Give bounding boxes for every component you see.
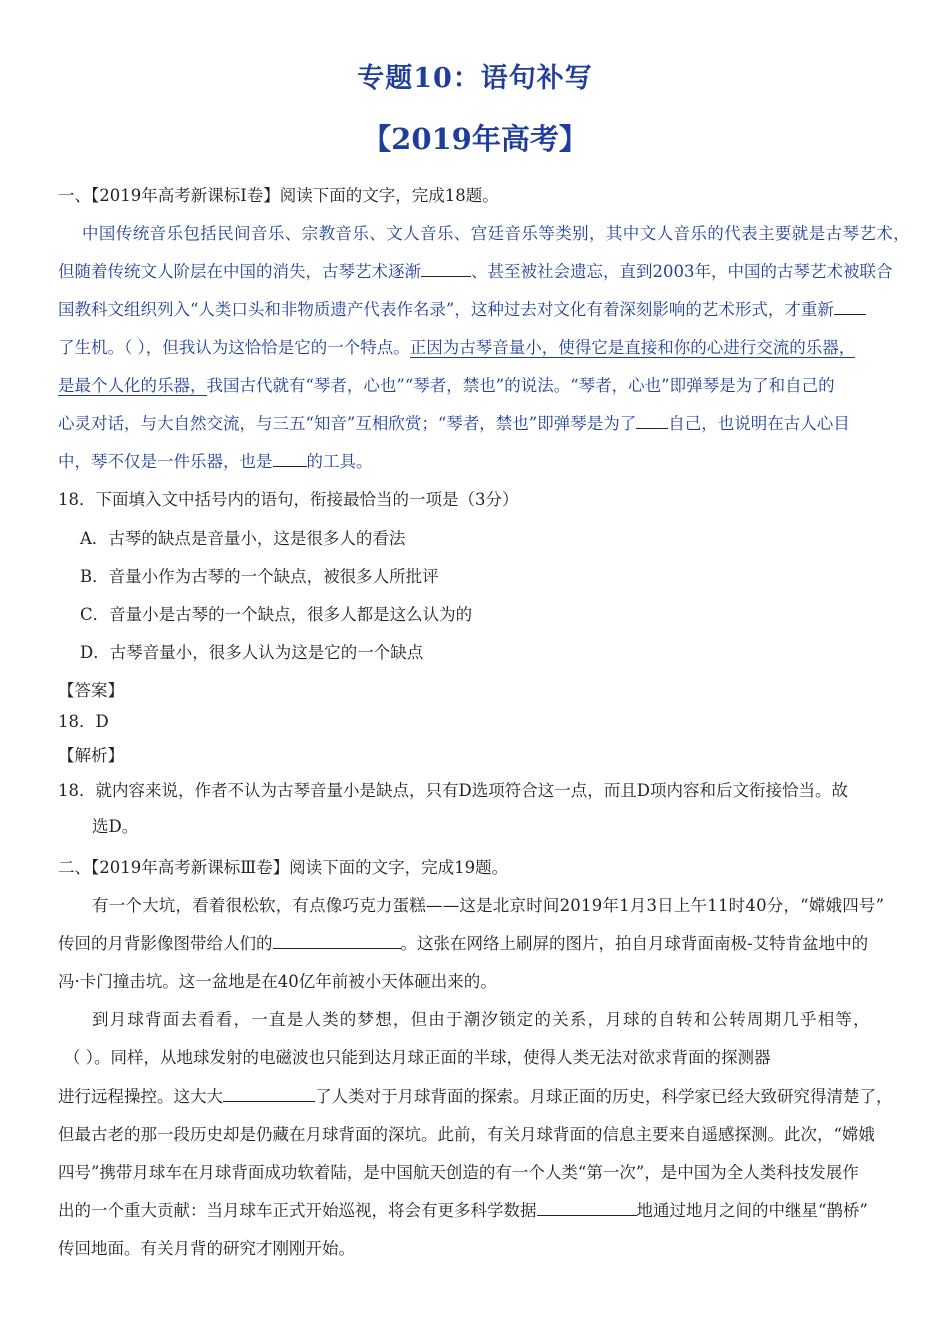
passage-line	[58, 932, 868, 956]
question-text: 18．下面填入文中括号内的语句，衔接最恰当的一项是（3分）	[58, 490, 519, 509]
passage-text: 但随着传统文人阶层在中国的消失，古琴艺术逐渐	[58, 262, 421, 281]
passage-text: 中，琴不仅是一件乐器，也是	[58, 452, 273, 471]
passage-line: 到月球背面去看看，一直是人类的梦想，但由于潮汐锁定的关系，月球的自转和公转周期几乎相等，	[92, 1010, 871, 1029]
passage-text: 进行远程操控。这大大	[58, 1087, 223, 1106]
fill-blank	[273, 452, 307, 467]
passage-text: 国教科文组织列入“人类口头和非物质遗产代表作名录”，这种过去对文化有着深刻影响的艺术形式，才重新	[58, 300, 834, 319]
passage-text: 了人类对于月球背面的探索。月球正面的历史，科学家已经大致研究得清楚了，	[315, 1087, 893, 1106]
answer-label: 【答案】	[58, 681, 124, 700]
passage-text: 心灵对话，与大自然交流，与三五“知音”互相欣赏；“琴者，禁也”即弹琴是为了	[58, 414, 637, 433]
analysis-text: 选D。	[92, 817, 139, 836]
passage-line: 传回地面。有关月背的研究才刚刚开始。	[58, 1239, 355, 1258]
section-heading: 一、【2019年高考新课标Ⅰ卷】阅读下面的文字，完成18题。	[58, 186, 499, 205]
fill-blank	[834, 300, 866, 315]
passage-text: 地通过地月之间的中继星“鹊桥”	[636, 1201, 868, 1220]
passage-line: 四号”携带月球车在月球背面成功软着陆，是中国航天创造的有一个人类“第一次”，是中国为全人类科技发展作	[58, 1163, 859, 1182]
fill-blank	[421, 262, 471, 277]
passage-text: 传回的月背影像图带给人们的	[58, 934, 273, 953]
passage-line	[58, 298, 866, 322]
passage-line: 冯·卡门撞击坑。这一盆地是在40亿年前被小天体砸出来的。	[58, 972, 497, 991]
passage-line	[58, 260, 893, 284]
passage-text: 自己，也说明在古人心目	[668, 414, 850, 433]
fill-blank	[223, 1087, 315, 1102]
section-heading: 二、【2019年高考新课标Ⅲ卷】阅读下面的文字，完成19题。	[58, 858, 509, 877]
passage-text: 出的一个重大贡献：当月球车正式开始巡视，将会有更多科学数据	[58, 1201, 537, 1220]
fill-blank	[273, 934, 401, 949]
passage-line: （ ）。同样，从地球发射的电磁波也只能到达月球正面的半球，使得人类无法对欲求背面的探测器	[64, 1048, 771, 1067]
analysis-text: 18．就内容来说，作者不认为古琴音量小是缺点，只有D选项符合这一点，而且D项内容和后文衔接恰当。故	[58, 781, 848, 800]
option-b: B．音量小作为古琴的一个缺点，被很多人所批评	[80, 567, 439, 586]
passage-line	[58, 374, 835, 398]
passage-text: 的工具。	[306, 452, 373, 471]
passage-text: 了生机。（ ），但我认为这恰恰是它的一个特点。	[58, 338, 410, 357]
underlined-text: 正因为古琴音量小，使得它是直接和你的心进行交流的乐器，	[409, 338, 856, 357]
passage-text: 我国古代就有“琴者，心也”“琴者，禁也”的说法。“琴者，心也”即弹琴是为了和自己的	[206, 376, 835, 395]
underlined-text: 是最个人化的乐器，	[58, 376, 207, 395]
passage-text: 、甚至被社会遗忘，直到2003年，中国的古琴艺术被联合	[471, 262, 893, 281]
passage-text: 。这张在网络上刷屏的图片，拍自月球背面南极-艾特肯盆地中的	[400, 934, 869, 953]
passage-line	[58, 336, 855, 360]
passage-line	[58, 1085, 893, 1109]
passage-line: 但最古老的那一段历史却是仍藏在月球背面的深坑。此前，有关月球背面的信息主要来自遥感探测。此次，“嫦娥	[58, 1125, 875, 1144]
option-c: C．音量小是古琴的一个缺点，很多人都是这么认为的	[80, 605, 473, 624]
passage-line	[58, 412, 850, 436]
option-d: D．古琴音量小，很多人认为这是它的一个缺点	[80, 643, 424, 662]
analysis-label: 【解析】	[58, 746, 124, 765]
passage-line: 有一个大坑，看着很松软，有点像巧克力蛋糕——这是北京时间2019年1月3日上午11时40分，“嫦娥四号”	[92, 896, 885, 915]
fill-blank	[537, 1201, 637, 1216]
answer-text: 18．D	[58, 712, 109, 731]
page-subtitle: 【2019年高考】	[362, 122, 588, 156]
fill-blank	[636, 414, 668, 429]
passage-line	[58, 1199, 868, 1223]
passage-line	[58, 450, 373, 474]
passage-line: 中国传统音乐包括民间音乐、宗教音乐、文人音乐、宫廷音乐等类别，其中文人音乐的代表主要就是古琴艺术，	[82, 224, 911, 243]
option-a: A．古琴的缺点是音量小，这是很多人的看法	[80, 529, 406, 548]
page-title: 专题10：语句补写	[357, 63, 593, 94]
